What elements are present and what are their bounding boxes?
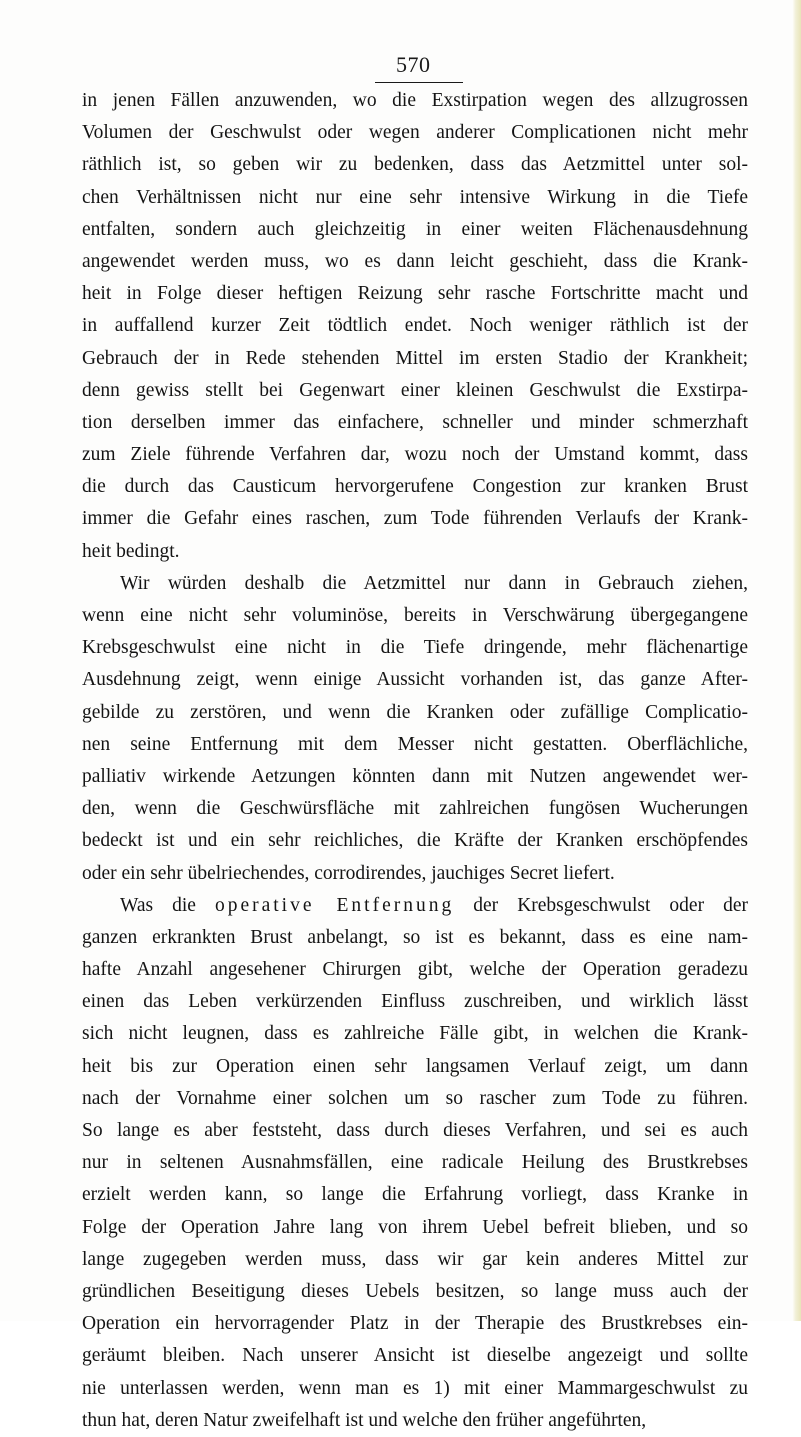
- text-line: geräumt bleiben. Nach unserer Ansicht ist dieselbe angezeigt und sollte: [82, 1345, 748, 1367]
- text-line: tion derselben immer das einfachere, schneller und minder schmerzhaft: [82, 411, 748, 433]
- text-line: heit bis zur Operation einen sehr langsamen Verlauf zeigt, um dann: [82, 1055, 748, 1077]
- header-rule: [375, 82, 463, 83]
- text-line: bedeckt ist und ein sehr reichliches, die Kräfte der Kranken erschöpfendes: [82, 830, 748, 852]
- text-line: Operation ein hervorragender Platz in der Therapie des Brustkrebses ein-: [82, 1313, 748, 1335]
- text-line: palliativ wirkende Aetzungen könnten dann mit Nutzen angewendet wer-: [82, 765, 748, 787]
- text-line: So lange es aber feststeht, dass durch dieses Verfahren, und sei es auch: [82, 1120, 748, 1141]
- text-line: entfalten, sondern auch gleichzeitig in einer weiten Flächenausdehnung: [82, 218, 748, 240]
- text-line: nie unterlassen werden, wenn man es 1) mit einer Mammargeschwulst zu: [82, 1377, 748, 1399]
- page-edge: [792, 0, 801, 1321]
- text-line: gebilde zu zerstören, und wenn die Kranken oder zufällige Complicatio-: [82, 701, 748, 723]
- text-line: Was die operative Entfernung der Krebsgeschwulst oder der: [120, 894, 749, 916]
- text-line: räthlich ist, so geben wir zu bedenken, dass das Aetzmittel unter sol-: [82, 154, 748, 176]
- paragraph: [82, 568, 748, 890]
- text-line: Ausdehnung zeigt, wenn einige Aussicht vorhanden ist, das ganze After-: [82, 669, 748, 691]
- text-line: oder ein sehr übelriechendes, corrodirendes, jauchiges Secret liefert.: [82, 862, 615, 884]
- page-number: 570: [396, 52, 431, 77]
- text-line: thun hat, deren Natur zweifelhaft ist und welche den früher angeführten,: [82, 1409, 647, 1431]
- text-line: nur in seltenen Ausnahmsfällen, eine radicale Heilung des Brustkrebses: [82, 1152, 748, 1174]
- text-line: in auffallend kurzer Zeit tödtlich endet. Noch weniger räthlich ist der: [82, 315, 748, 337]
- text-line: einen das Leben verkürzenden Einfluss zuschreiben, und wirklich lässt: [82, 991, 748, 1013]
- text-line: denn gewiss stellt bei Gegenwart einer kleinen Geschwulst die Exstirpa-: [82, 379, 748, 401]
- text-line: hafte Anzahl angesehener Chirurgen gibt, welche der Operation geradezu: [82, 959, 748, 981]
- text-line: Krebsgeschwulst eine nicht in die Tiefe dringende, mehr flächenartige: [82, 637, 748, 659]
- text-line: nach der Vornahme einer solchen um so rascher zum Tode zu führen.: [82, 1087, 748, 1109]
- text-line: ganzen erkrankten Brust anbelangt, so ist es bekannt, dass es eine nam-: [82, 926, 748, 948]
- text-line: erzielt werden kann, so lange die Erfahrung vorliegt, dass Kranke in: [82, 1184, 748, 1206]
- text-line: die durch das Causticum hervorgerufene Congestion zur kranken Brust: [82, 476, 748, 498]
- paragraph: [82, 85, 748, 568]
- text-line: angewendet werden muss, wo es dann leicht geschieht, dass die Krank-: [82, 250, 748, 272]
- text-line: Volumen der Geschwulst oder wegen anderer Complicationen nicht mehr: [82, 122, 748, 144]
- text-line: Folge der Operation Jahre lang von ihrem Uebel befreit blieben, und so: [82, 1216, 748, 1238]
- text-line: gründlichen Beseitigung dieses Uebels besitzen, so lange muss auch der: [82, 1280, 748, 1302]
- text-line: heit bedingt.: [82, 540, 180, 562]
- paragraph: [82, 890, 748, 1437]
- emphasized-term: operative Entfernung: [214, 894, 455, 916]
- text-line: Gebrauch der in Rede stehenden Mittel im ersten Stadio der Krankheit;: [82, 347, 748, 369]
- text-line: zum Ziele führende Verfahren dar, wozu noch der Umstand kommt, dass: [82, 444, 748, 466]
- text-line: in jenen Fällen anzuwenden, wo die Exstirpation wegen des allzugrossen: [82, 90, 748, 111]
- text-line: wenn eine nicht sehr voluminöse, bereits in Verschwärung übergegangene: [82, 605, 748, 626]
- text-line: lange zugegeben werden muss, dass wir gar kein anderes Mittel zur: [82, 1248, 748, 1270]
- text-line: chen Verhältnissen nicht nur eine sehr intensive Wirkung in die Tiefe: [82, 186, 748, 208]
- text-line: den, wenn die Geschwürsfläche mit zahlreichen fungösen Wucherungen: [82, 798, 748, 820]
- body-text: [82, 85, 748, 1437]
- text-line: heit in Folge dieser heftigen Reizung sehr rasche Fortschritte macht und: [82, 283, 748, 305]
- text-line: Wir würden deshalb die Aetzmittel nur dann in Gebrauch ziehen,: [120, 572, 748, 594]
- text-line: immer die Gefahr eines raschen, zum Tode führenden Verlaufs der Krank-: [82, 508, 748, 530]
- text-line: sich nicht leugnen, dass es zahlreiche Fälle gibt, in welchen die Krank-: [82, 1023, 748, 1045]
- text-line: nen seine Entfernung mit dem Messer nicht gestatten. Oberflächliche,: [82, 733, 748, 755]
